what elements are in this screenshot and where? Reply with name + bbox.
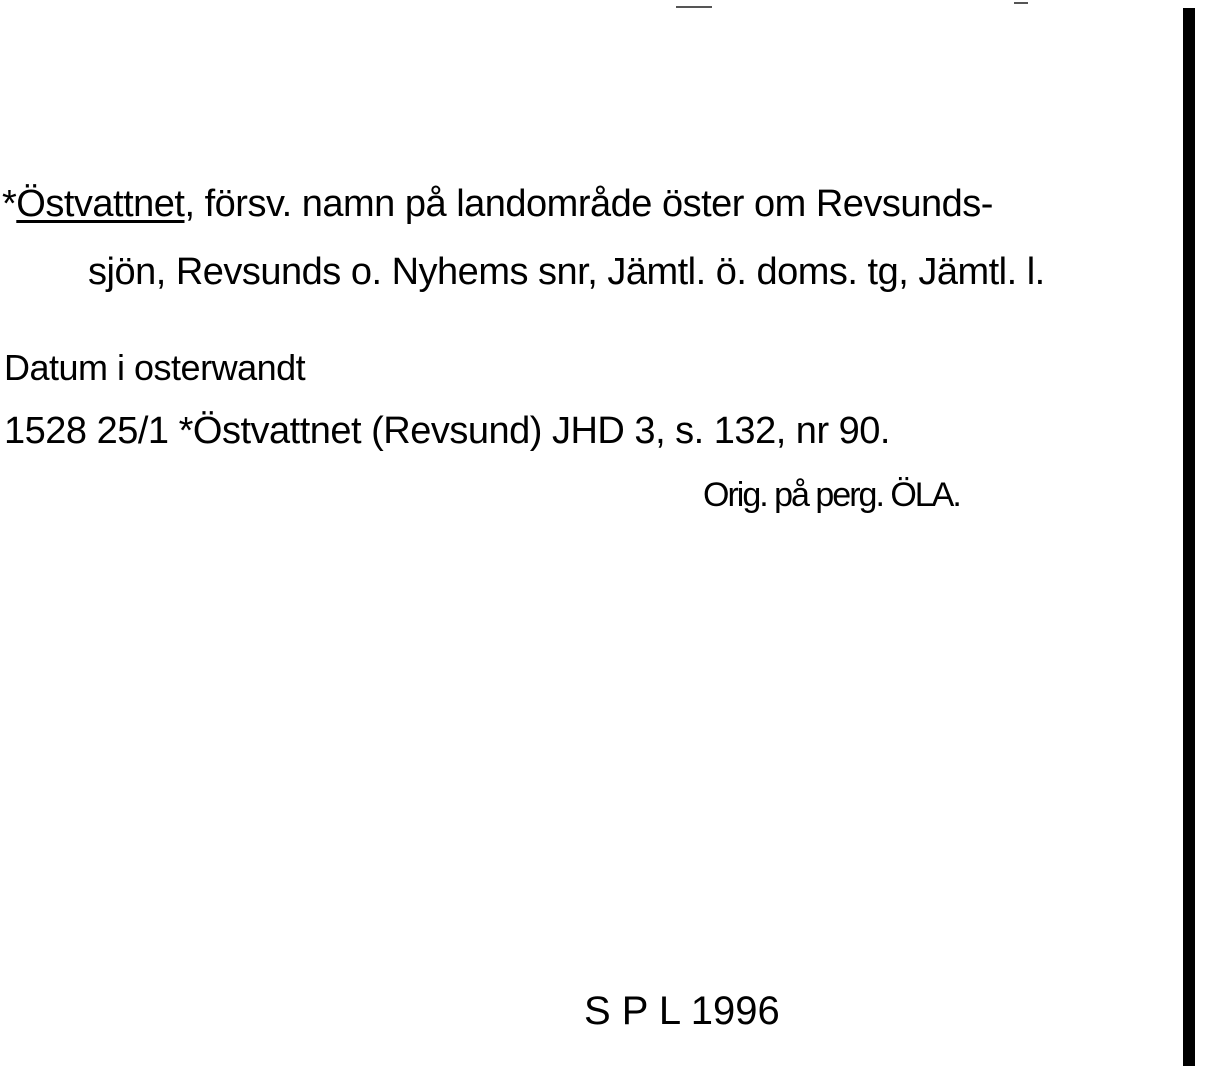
entry-definition-start: , försv. namn på landområde öster om Revsunds-: [184, 183, 993, 225]
source-citation: 1528 25/1 *Östvattnet (Revsund) JHD 3, s. 132, nr 90.: [4, 410, 890, 452]
entry-line-2: sjön, Revsunds o. Nyhems snr, Jämtl. ö. doms. tg, Jämtl. l.: [88, 251, 1045, 293]
entry-line-1: [2, 181, 993, 227]
scan-speck: [676, 6, 712, 8]
footer-stamp: S P L 1996: [584, 989, 780, 1033]
scan-speck: [1014, 2, 1028, 4]
entry-headword: Östvattnet: [16, 183, 185, 225]
source-heading: Datum i osterwandt: [4, 347, 306, 388]
card-edge-bar: [1183, 8, 1195, 1066]
source-note: Orig. på perg. ÖLA.: [703, 476, 960, 514]
entry-star: *: [2, 183, 17, 225]
